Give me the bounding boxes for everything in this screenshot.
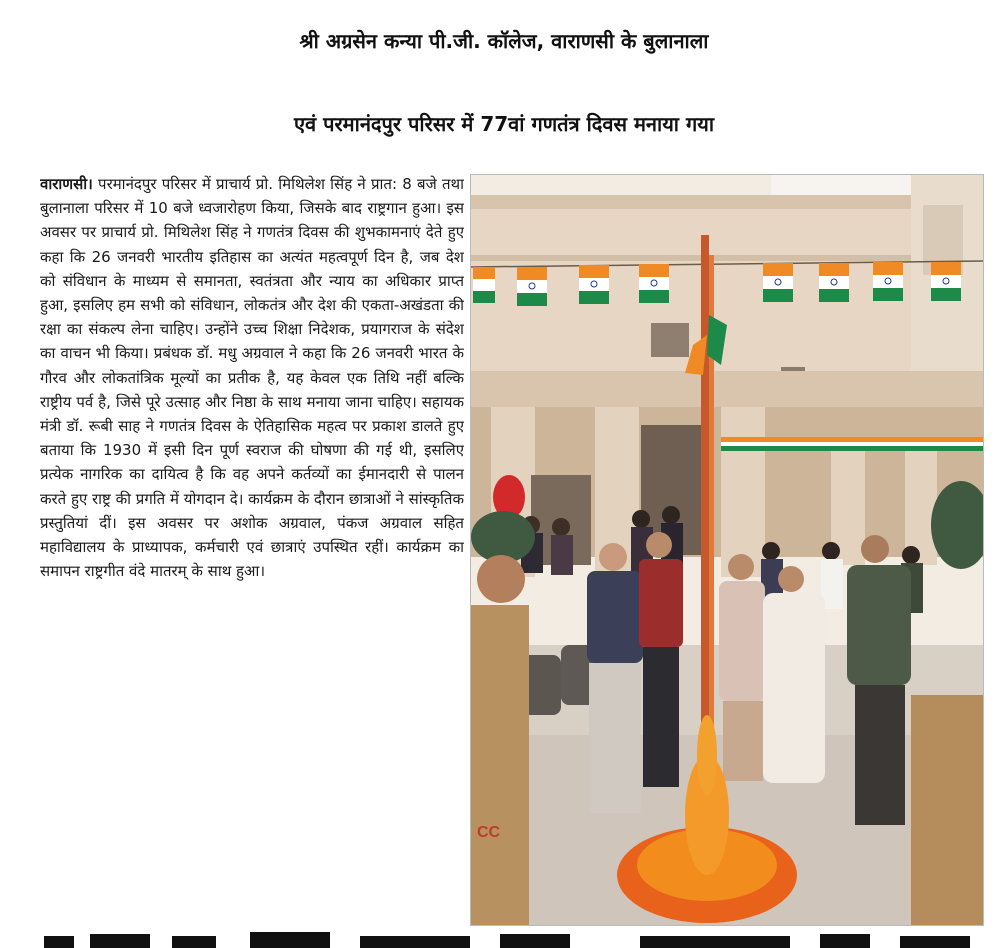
- article-body: [40, 172, 464, 932]
- flag-hoisting-photo: [470, 174, 984, 926]
- article-text: परमानंदपुर परिसर में प्राचार्य प्रो. मिथिलेश सिंह ने प्रात: 8 बजे तथा बुलानाला परिसर में 10 बजे ध्वजारोहण किया, जिसके बाद राष्ट्रगान हुआ। इस अवसर पर प्राचार्य प्रो. मिथिलेश सिंह ने गणतंत्र दिवस की शुभकामनाएं देते हुए कहा कि 26 जनवरी भारतीय इतिहास का अत्यंत महत्वपूर्ण दिन है, जब देश को संविधान के माध्यम से समानता, स्वतंत्रता और न्याय का अधिकार प्राप्त हुआ, इसलिए हम सभी को संविधान, लोकतंत्र और देश की एकता-अखंडता की रक्षा का संकल्प लेना चाहिए। उन्होंने उच्च शिक्षा निदेशक, प्रयागराज के संदेश का वाचन भी किया। प्रबंधक डॉ. मधु अग्रवाल ने कहा कि 26 जनवरी भारत के गौरव और लोकतांत्रिक मूल्यों का प्रतीक है, यह केवल एक तिथि नहीं बल्कि राष्ट्रीय पर्व है, जिसे पूरे उत्साह और निष्ठा के साथ मनाया जाना चाहिए। सहायक मंत्री डॉ. रूबी साह ने गणतंत्र दिवस के ऐतिहासिक महत्व पर प्रकाश डालते हुए बताया कि 1930 में इसी दिन पूर्ण स्वराज की घोषणा की गई थी, इसलिए प्रत्येक नागरिक का दायित्व है कि वह अपने कर्तव्यों का ईमानदारी से पालन करते हुए राष्ट्र की प्रगति में योगदान दे। कार्यक्रम के दौरान छात्राओं ने सांस्कृतिक प्रस्तुतियां दीं। इस अवसर पर अशोक अग्रवाल, पंकज अग्रवाल सहित महाविद्यालय के प्राध्यापक, कर्मचारी एवं छात्राएं उपस्थित रहीं। कार्यक्रम का समापन राष्ट्रगीत वंदे मातरम् के साथ हुआ।: [40, 175, 464, 581]
- headline-line-1: श्री अग्रसेन कन्या पी.जी. कॉलेज, वाराणसी के बुलानाला: [299, 29, 709, 53]
- next-headline-strip: [0, 930, 1008, 948]
- cadet-badge-text: CC: [477, 824, 501, 841]
- dateline: वाराणसी।: [40, 175, 93, 193]
- headline-line-2: एवं परमानंदपुर परिसर में 77वां गणतंत्र दिवस मनाया गया: [294, 112, 714, 136]
- lower-bunting: [721, 437, 983, 451]
